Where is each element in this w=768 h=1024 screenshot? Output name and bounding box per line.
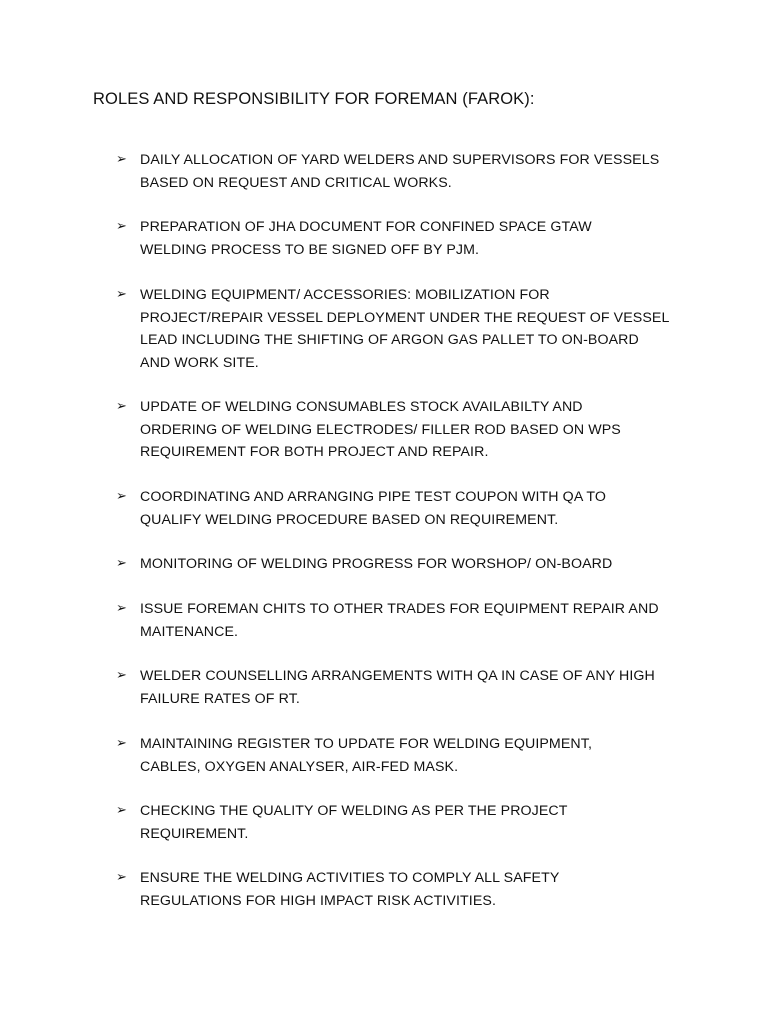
list-item — [116, 216, 696, 261]
list-item — [116, 733, 696, 778]
list-item — [116, 800, 696, 845]
list-item-text: MONITORING OF WELDING PROGRESS FOR WORSHOP/ ON-BOARD — [140, 556, 613, 572]
arrowhead-bullet-icon: ➢ — [116, 489, 127, 504]
arrowhead-bullet-icon: ➢ — [116, 668, 127, 683]
arrowhead-bullet-icon: ➢ — [116, 870, 127, 885]
list-item-text: ENSURE THE WELDING ACTIVITIES TO COMPLY ALL SAFETY REGULATIONS FOR HIGH IMPACT RISK ACTIVITIES. — [140, 870, 560, 909]
arrowhead-bullet-icon: ➢ — [116, 601, 127, 616]
list-item-text: COORDINATING AND ARRANGING PIPE TEST COUPON WITH QA TO QUALIFY WELDING PROCEDURE BASED ON REQUIREMENT. — [140, 489, 607, 528]
list-item-text: PREPARATION OF JHA DOCUMENT FOR CONFINED SPACE GTAW WELDING PROCESS TO BE SIGNED OFF BY PJM. — [140, 219, 592, 258]
arrowhead-bullet-icon: ➢ — [116, 287, 127, 302]
arrowhead-bullet-icon: ➢ — [116, 219, 127, 234]
arrowhead-bullet-icon: ➢ — [116, 399, 127, 414]
list-item-text: UPDATE OF WELDING CONSUMABLES STOCK AVAILABILTY AND ORDERING OF WELDING ELECTRODES/ FILLER ROD BASED ON WPS REQUIREMENT FOR BOTH PROJECT AND REPAIR. — [140, 399, 621, 460]
list-item — [116, 149, 696, 194]
arrowhead-bullet-icon: ➢ — [116, 152, 127, 167]
arrowhead-bullet-icon: ➢ — [116, 736, 127, 751]
list-item-text: WELDER COUNSELLING ARRANGEMENTS WITH QA IN CASE OF ANY HIGH FAILURE RATES OF RT. — [140, 668, 655, 707]
list-item-text: MAINTAINING REGISTER TO UPDATE FOR WELDING EQUIPMENT, CABLES, OXYGEN ANALYSER, AIR-FED MASK. — [140, 736, 592, 775]
list-item — [116, 598, 696, 643]
list-item — [116, 396, 696, 464]
list-item — [116, 665, 696, 710]
list-item — [116, 553, 696, 576]
list-item — [116, 867, 696, 912]
arrowhead-bullet-icon: ➢ — [116, 556, 127, 571]
arrowhead-bullet-icon: ➢ — [116, 803, 127, 818]
list-item-text: CHECKING THE QUALITY OF WELDING AS PER THE PROJECT REQUIREMENT. — [140, 803, 568, 842]
list-item-text: WELDING EQUIPMENT/ ACCESSORIES: MOBILIZATION FOR PROJECT/REPAIR VESSEL DEPLOYMENT UNDER THE REQUEST OF VESSEL LEAD INCLUDING THE SHIFTING OF ARGON GAS PALLET TO ON-BOARD AND WORK SITE. — [140, 287, 670, 371]
list-item — [116, 284, 696, 374]
list-item-text: ISSUE FOREMAN CHITS TO OTHER TRADES FOR EQUIPMENT REPAIR AND MAITENANCE. — [140, 601, 659, 640]
list-item-text: DAILY ALLOCATION OF YARD WELDERS AND SUPERVISORS FOR VESSELS BASED ON REQUEST AND CRITICAL WORKS. — [140, 152, 660, 191]
document-title: ROLES AND RESPONSIBILITY FOR FOREMAN (FAROK): — [93, 90, 535, 108]
list-item — [116, 486, 696, 531]
